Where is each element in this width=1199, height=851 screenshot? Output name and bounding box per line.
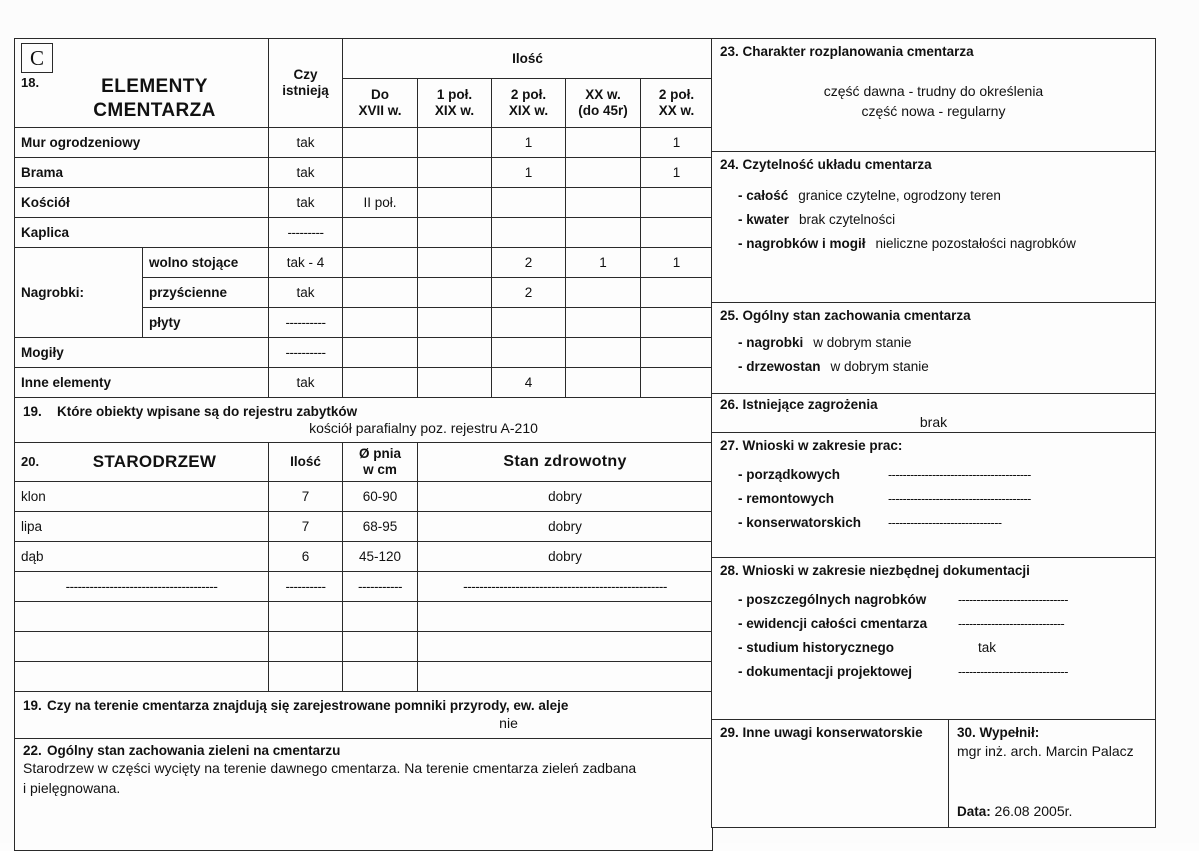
table-row: [15, 127, 713, 157]
question-22-cell: [15, 738, 713, 850]
row-brama-p5: 1: [641, 157, 713, 187]
item-18-number: 18.: [21, 75, 40, 90]
row-kaplica-p2: [418, 217, 492, 247]
row-kaplica-p4: [566, 217, 641, 247]
table-row: [15, 601, 713, 631]
period-1-line2: XIX w.: [434, 102, 475, 118]
q24-item-2-value: nieliczne pozostałości nagrobków: [875, 236, 1076, 251]
q24-title: [720, 157, 1147, 172]
period-col-2: [492, 79, 566, 127]
row-mogily-p1: [343, 337, 418, 367]
row-label-kosciol: Kościół: [15, 187, 269, 217]
question-28-cell: [712, 558, 1156, 720]
tree-6-species: [15, 661, 269, 691]
tree-0-species: klon: [15, 481, 269, 511]
row-brama-p4: [566, 157, 641, 187]
table-header-row-top: [15, 39, 713, 79]
table-row: [15, 157, 713, 187]
question-19-register-cell: [15, 397, 713, 442]
tree-5-health: [418, 631, 713, 661]
exists-label-line2: istnieją: [282, 82, 329, 98]
q30-date-value: 26.08 2005r.: [994, 802, 1073, 819]
q24-item-0-label: - całość: [738, 188, 789, 203]
row-kaplica-exists: ---------: [269, 217, 343, 247]
q22-number: 22.: [23, 742, 42, 758]
nagrobki-0-p2: [418, 247, 492, 277]
tree-3-health: ---------------------------------------------------: [418, 571, 713, 601]
tree-2-diameter: 45-120: [343, 541, 418, 571]
q28-item-2-value: tak: [978, 640, 997, 655]
q28-item-2-label: - studium historycznego: [738, 640, 895, 655]
row-inne-p1: [343, 367, 418, 397]
period-col-4: [641, 79, 713, 127]
question-25-row: [712, 303, 1156, 394]
row-label-mogily: Mogiły: [15, 337, 269, 367]
starodrzew-header-row: [15, 442, 713, 481]
row-label-kaplica: Kaplica: [15, 217, 269, 247]
row-mur-p2: [418, 127, 492, 157]
q29-title: [720, 725, 940, 740]
q19-register-number: 19.: [23, 403, 42, 419]
row-kosciol-p5: [641, 187, 713, 217]
tree-4-health: [418, 601, 713, 631]
table-row: [15, 367, 713, 397]
tree-2-count: 6: [269, 541, 343, 571]
q25-item-0-value: w dobrym stanie: [813, 335, 912, 350]
assessment-table: [711, 38, 1156, 828]
row-label-mur: Mur ogrodzeniowy: [15, 127, 269, 157]
table-row: [15, 337, 713, 367]
tree-2-health: dobry: [418, 541, 713, 571]
row-mur-p5: 1: [641, 127, 713, 157]
q27-number: 27.: [720, 438, 739, 453]
table-row: [15, 661, 713, 691]
elements-title-line2: CMENTARZA: [93, 99, 216, 121]
row-kosciol-p2: [418, 187, 492, 217]
tree-1-species: lipa: [15, 511, 269, 541]
q30-title-text: Wypełnił:: [979, 725, 1040, 740]
row-kaplica-p1: [343, 217, 418, 247]
q23-line1: część dawna - trudny do określenia: [823, 83, 1044, 99]
starodrzew-col-health: Stan zdrowotny: [418, 442, 713, 481]
q24-item-1-value: brak czytelności: [799, 212, 896, 227]
period-4-line2: XX w.: [658, 102, 695, 118]
row-kosciol-p3: [492, 187, 566, 217]
q25-number: 25.: [720, 308, 739, 323]
tree-3-species: --------------------------------------: [15, 571, 269, 601]
left-column: [14, 38, 712, 851]
row-mogily-p4: [566, 337, 641, 367]
period-0-line1: Do: [371, 86, 390, 102]
tree-2-species: dąb: [15, 541, 269, 571]
row-mur-p1: [343, 127, 418, 157]
section-letter-box: C: [21, 43, 53, 73]
row-label-inne: Inne elementy: [15, 367, 269, 397]
q26-title-text: Istniejące zagrożenia: [742, 397, 878, 412]
period-2-line1: 2 poł.: [510, 86, 547, 102]
q28-number: 28.: [720, 563, 739, 578]
q27-item-2-value: -------------------------------: [888, 516, 1002, 530]
q28-item-0-label: - poszczególnych nagrobków: [738, 592, 927, 607]
q27-item-0-value: ---------------------------------------: [888, 468, 1031, 482]
row-kaplica-p3: [492, 217, 566, 247]
period-col-1: [418, 79, 492, 127]
starodrzew-col-count: Ilość: [269, 442, 343, 481]
q28-item-1-label: - ewidencji całości cmentarza: [738, 616, 928, 631]
nagrobki-2-p3: [492, 307, 566, 337]
q30-date-label: Data:: [957, 803, 991, 819]
question-26-cell: [712, 394, 1156, 433]
row-inne-p3: 4: [492, 367, 566, 397]
question-30-cell: [949, 720, 1156, 828]
q25-item-0-label: - nagrobki: [738, 335, 804, 350]
row-inne-p4: [566, 367, 641, 397]
question-24-row: [712, 152, 1156, 303]
q28-title-text: Wnioski w zakresie niezbędnej dokumentacji: [742, 563, 1030, 578]
q29-title-text: Inne uwagi konserwatorskie: [742, 725, 923, 740]
starodrzew-title-cell: [15, 442, 269, 481]
tree-1-diameter: 68-95: [343, 511, 418, 541]
quantity-group-header: Ilość: [343, 39, 713, 79]
nagrobki-2-p2: [418, 307, 492, 337]
question-22-row: [15, 738, 713, 850]
question-28-row: [712, 558, 1156, 720]
row-inne-exists: tak: [269, 367, 343, 397]
q28-item-1-value: -----------------------------: [958, 617, 1065, 631]
starodrzew-col-diameter: [343, 442, 418, 481]
table-row: [15, 571, 713, 601]
q19-register-question: Które obiekty wpisane są do rejestru zabytków: [57, 403, 358, 419]
q27-item-1-value: ---------------------------------------: [888, 492, 1031, 506]
row-mogily-p3: [492, 337, 566, 367]
period-0-line2: XVII w.: [358, 102, 402, 118]
period-col-3: [566, 79, 641, 127]
tree-6-health: [418, 661, 713, 691]
q24-number: 24.: [720, 157, 739, 172]
tree-0-count: 7: [269, 481, 343, 511]
question-29-cell: [712, 720, 949, 828]
period-3-line2: (do 45r): [578, 102, 628, 118]
nagrobki-2-p1: [343, 307, 418, 337]
q28-item-3-value: ------------------------------: [958, 665, 1068, 679]
q24-title-text: Czytelność układu cmentarza: [742, 157, 932, 172]
nagrobki-1-p3: 2: [492, 277, 566, 307]
q26-number: 26.: [720, 397, 739, 412]
tree-4-diameter: [343, 601, 418, 631]
row-mogily-p5: [641, 337, 713, 367]
subrow-label-plyty: płyty: [143, 307, 269, 337]
q23-title: [720, 44, 1147, 59]
q22-text-line1: Starodrzew w części wycięty na terenie dawnego cmentarza. Na terenie cmentarza zieleń zadbana: [23, 759, 637, 776]
table-row: [15, 481, 713, 511]
q27-item-konserwatorskich: [738, 515, 1147, 530]
tree-4-species: [15, 601, 269, 631]
table-row: [15, 217, 713, 247]
row-inne-p2: [418, 367, 492, 397]
row-kosciol-p4: [566, 187, 641, 217]
tree-0-diameter: 60-90: [343, 481, 418, 511]
q23-title-text: Charakter rozplanowania cmentarza: [742, 44, 974, 59]
nagrobki-1-p5: [641, 277, 713, 307]
q24-item-0-value: granice czytelne, ogrodzony teren: [798, 188, 1001, 203]
row-label-nagrobki: Nagrobki:: [15, 247, 143, 337]
nagrobki-1-p1: [343, 277, 418, 307]
elements-title-line1: ELEMENTY: [101, 76, 208, 97]
row-kaplica-p5: [641, 217, 713, 247]
q25-item-drzewostan: [738, 359, 1147, 374]
question-26-row: [712, 394, 1156, 433]
question-29-30-row: [712, 720, 1156, 828]
q25-title: [720, 308, 1147, 323]
nagrobki-0-p3: 2: [492, 247, 566, 277]
tree-6-diameter: [343, 661, 418, 691]
question-25-cell: [712, 303, 1156, 394]
question-23-row: [712, 39, 1156, 152]
row-mur-exists: tak: [269, 127, 343, 157]
tree-5-count: [269, 631, 343, 661]
q25-item-1-value: w dobrym stanie: [830, 359, 929, 374]
q24-item-2-label: - nagrobków i mogił: [738, 236, 866, 251]
tree-5-diameter: [343, 631, 418, 661]
row-kosciol-p1: II poł.: [343, 187, 418, 217]
row-label-brama: Brama: [15, 157, 269, 187]
cemetery-elements-table: [14, 38, 713, 851]
q30-title: [957, 725, 1147, 740]
q26-answer: brak: [919, 414, 948, 430]
q19-monuments-number: 19.: [23, 698, 42, 713]
q28-title: [720, 563, 1147, 578]
question-27-row: [712, 433, 1156, 558]
question-19-register-row: [15, 397, 713, 442]
q25-item-nagrobki: [738, 335, 1147, 350]
q30-author-name: mgr inż. arch. Marcin Palacz: [957, 743, 1134, 759]
nagrobki-1-exists: tak: [269, 277, 343, 307]
row-brama-p2: [418, 157, 492, 187]
q28-item-ewidencji: [738, 616, 1147, 631]
q19-monuments-answer: nie: [499, 715, 518, 731]
table-row: [15, 187, 713, 217]
exists-label-line1: Czy: [293, 66, 318, 82]
question-27-cell: [712, 433, 1156, 558]
q29-number: 29.: [720, 725, 739, 740]
q25-title-text: Ogólny stan zachowania cmentarza: [742, 308, 971, 323]
row-kosciol-exists: tak: [269, 187, 343, 217]
row-brama-exists: tak: [269, 157, 343, 187]
tree-3-diameter: -----------: [343, 571, 418, 601]
diameter-line2: w cm: [363, 461, 397, 477]
tree-1-health: dobry: [418, 511, 713, 541]
row-brama-p1: [343, 157, 418, 187]
tree-4-count: [269, 601, 343, 631]
starodrzew-title: STARODRZEW: [92, 451, 217, 471]
q28-item-0-value: ------------------------------: [958, 593, 1068, 607]
row-inne-p5: [641, 367, 713, 397]
subrow-label-przyscienne: przyścienne: [143, 277, 269, 307]
q26-title: [720, 397, 1147, 412]
q23-number: 23.: [720, 44, 739, 59]
nagrobki-0-exists: tak - 4: [269, 247, 343, 277]
nagrobki-1-p2: [418, 277, 492, 307]
nagrobki-2-exists: ----------: [269, 307, 343, 337]
question-19-monuments-row: [15, 691, 713, 738]
right-column: [711, 38, 1155, 828]
q28-item-poszczegolnych: [738, 592, 1147, 607]
q22-title: Ogólny stan zachowania zieleni na cmentarzu: [47, 742, 341, 758]
nagrobki-1-p4: [566, 277, 641, 307]
question-23-cell: [712, 39, 1156, 152]
q27-item-1-label: - remontowych: [738, 491, 835, 506]
nagrobki-0-p1: [343, 247, 418, 277]
tree-1-count: 7: [269, 511, 343, 541]
q24-item-calosc: [738, 188, 1147, 203]
q27-item-porzadkowych: [738, 467, 1147, 482]
q24-item-kwater: [738, 212, 1147, 227]
row-mogily-p2: [418, 337, 492, 367]
period-1-line1: 1 poł.: [436, 86, 473, 102]
tree-0-health: dobry: [418, 481, 713, 511]
nagrobki-0-p4: 1: [566, 247, 641, 277]
tree-3-count: ----------: [269, 571, 343, 601]
row-mur-p4: [566, 127, 641, 157]
period-2-line2: XIX w.: [508, 102, 549, 118]
question-19-monuments-cell: [15, 691, 713, 738]
table-row: [15, 247, 713, 277]
q30-number: 30.: [957, 725, 976, 740]
subrow-label-wolno-stojace: wolno stojące: [143, 247, 269, 277]
q22-text-line2: i pielęgnowana.: [23, 779, 121, 796]
diameter-line1: Ø pnia: [359, 445, 402, 461]
period-4-line1: 2 poł.: [658, 86, 695, 102]
row-brama-p3: 1: [492, 157, 566, 187]
q27-item-remontowych: [738, 491, 1147, 506]
row-mur-p3: 1: [492, 127, 566, 157]
q28-item-3-label: - dokumentacji projektowej: [738, 664, 913, 679]
q27-title-text: Wnioski w zakresie prac:: [742, 438, 903, 453]
q28-item-dokumentacji: [738, 664, 1147, 679]
tree-6-count: [269, 661, 343, 691]
nagrobki-2-p5: [641, 307, 713, 337]
q27-title: [720, 438, 1147, 453]
period-col-0: [343, 79, 418, 127]
elements-title-cell: [15, 39, 269, 128]
table-row: [15, 541, 713, 571]
tree-5-species: [15, 631, 269, 661]
row-mogily-exists: ----------: [269, 337, 343, 367]
item-20-number: 20.: [21, 454, 40, 469]
question-24-cell: [712, 152, 1156, 303]
q24-item-1-label: - kwater: [738, 212, 790, 227]
column-exists-header: [269, 39, 343, 128]
q28-item-studium: [738, 640, 1147, 655]
q25-item-1-label: - drzewostan: [738, 359, 821, 374]
period-3-line1: XX w.: [585, 86, 621, 102]
q24-item-nagrobkow: [738, 236, 1147, 251]
table-row: [15, 511, 713, 541]
q27-item-0-label: - porządkowych: [738, 467, 841, 482]
q19-monuments-question: Czy na terenie cmentarza znajdują się zarejestrowane pomniki przyrody, ew. aleje: [47, 698, 569, 713]
nagrobki-2-p4: [566, 307, 641, 337]
table-row: [15, 631, 713, 661]
q27-item-2-label: - konserwatorskich: [738, 515, 862, 530]
q23-line2: część nowa - regularny: [861, 103, 1006, 120]
q19-register-answer: kościół parafialny poz. rejestru A-210: [309, 419, 538, 436]
nagrobki-0-p5: 1: [641, 247, 713, 277]
